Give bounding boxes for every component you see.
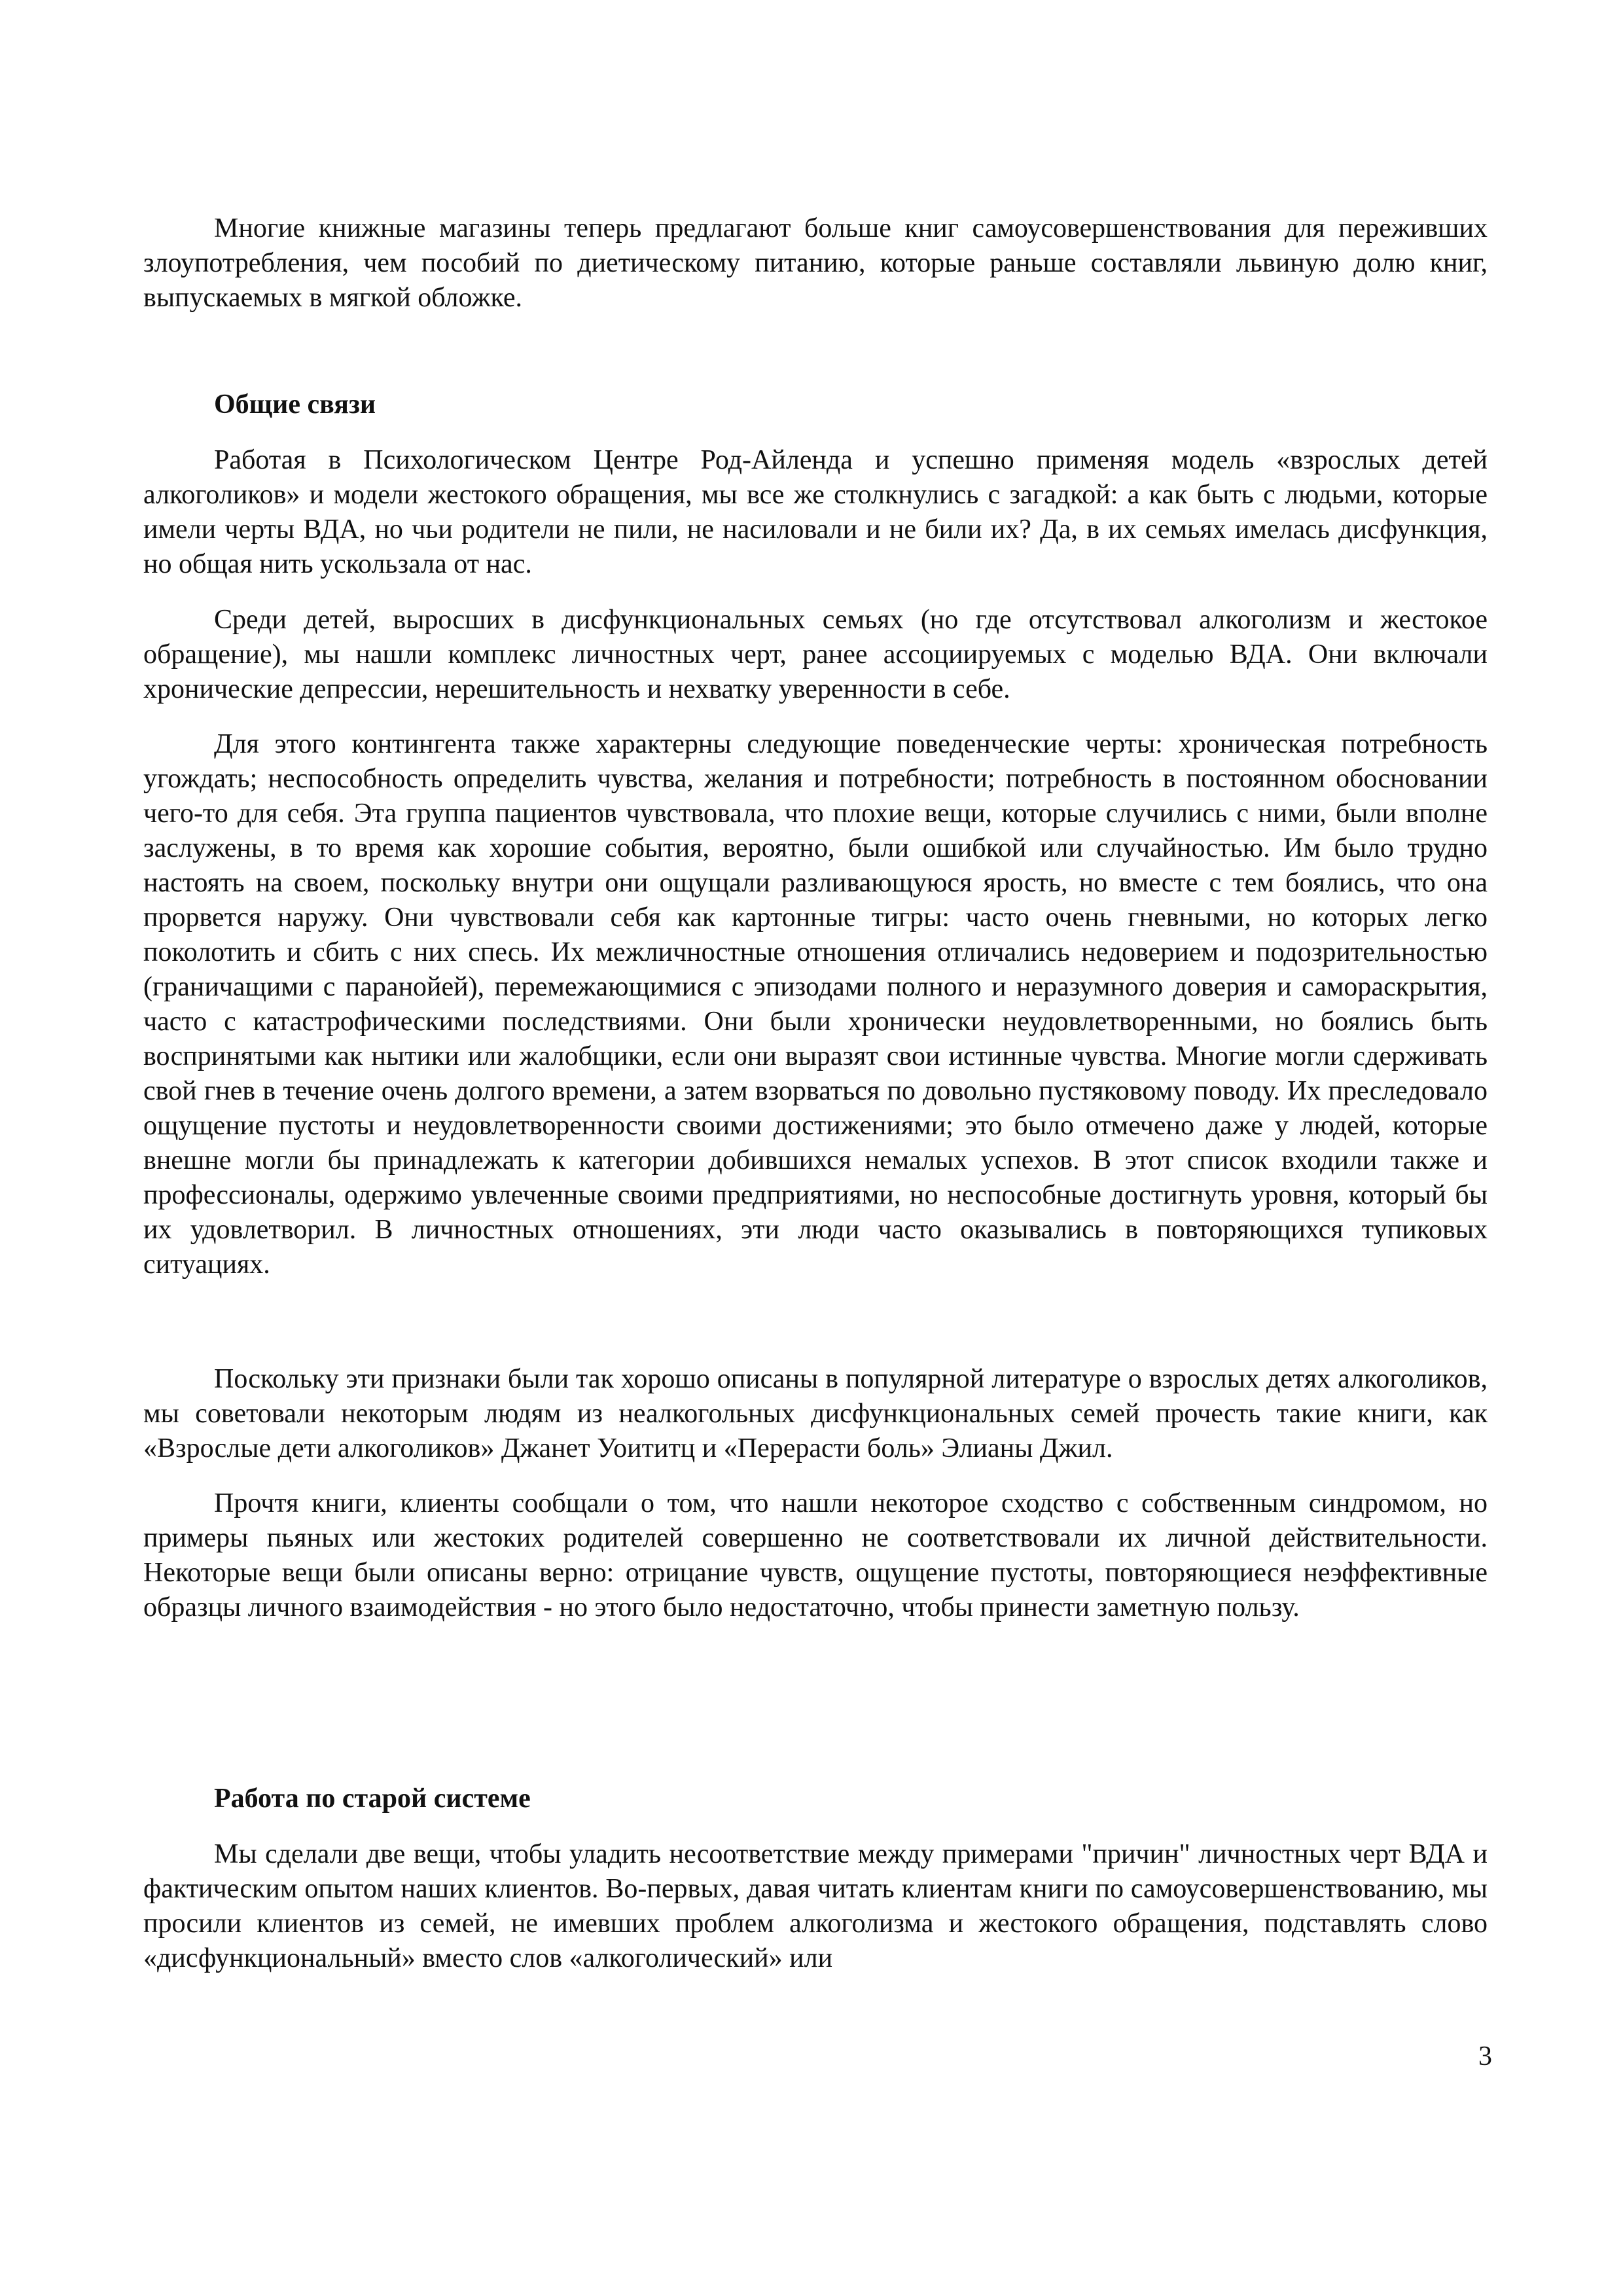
paragraph-rhode-island: Работая в Психологическом Центре Род-Айленда и успешно применяя модель «взрослых детей алкоголиков» и модели жестокого обращения, мы все же столкнулись с загадкой: а как быть с людьми, которые имели черты ВДА, но чьи родители не пили, не насиловали и не били их? Да, в их семьях имелась дисфункция, но общая нить ускользала от нас.	[143, 445, 1488, 579]
section-heading-common-links: Общие связи	[214, 389, 376, 420]
paragraph-behavioral-traits: Для этого контингента также характерны следующие поведенческие черты: хроническая потребность угождать; неспособность определить чувства, желания и потребности; потребность в постоянном обосновании чего-то для себя. Эта группа пациентов чувствовала, что плохие вещи, которые случились с ними, были вполне заслужены, в то время как хорошие события, вероятно, были ошибкой или случайностью. Им было трудно настоять на своем, поскольку внутри они ощущали разливающуюся ярость, но вместе с тем боялись, что она прорвется наружу. Они чувствовали себя как картонные тигры: часто очень гневными, но которых легко поколотить и сбить с них спесь. Их межличностные отношения отличались недоверием и подозрительностью (граничащими с паранойей), перемежающимися с эпизодами полного и неразумного доверия и самораскрытия, часто с катастрофическими последствиями. Они были хронически неудовлетворенными, но боялись быть воспринятыми как нытики или жалобщики, если они выразят свои истинные чувства. Многие могли сдерживать свой гнев в течение очень долгого времени, а затем взорваться по довольно пустяковому поводу. Их преследовало ощущение пустоты и неудовлетворенности своими достижениями; это было отмечено даже у людей, которые внешне могли бы принадлежать к категории добившихся немалых успехов. В этот список входили также и профессионалы, одержимо увлеченные своими предприятиями, но неспособные достигнуть уровня, который бы их удовлетворил. В личностных отношениях, эти люди часто оказывались в повторяющихся тупиковых ситуациях.	[143, 729, 1488, 1280]
paragraph-intro: Многие книжные магазины теперь предлагают больше книг самоусовершенствования для переживших злоупотребления, чем пособий по диетическому питанию, которые раньше составляли львиную долю книг, выпускаемых в мягкой обложке.	[143, 213, 1488, 313]
paragraph-literature-advice: Поскольку эти признаки были так хорошо описаны в популярной литературе о взрослых детях алкоголиков, мы советовали некоторым людям из неалкогольных дисфункциональных семей прочесть такие книги, как «Взрослые дети алкоголиков» Джанет Уоититц и «Перерасти боль» Элианы Джил.	[143, 1364, 1488, 1463]
page-number: 3	[1478, 2041, 1492, 2072]
paragraph-dysfunctional-families: Среди детей, выросших в дисфункциональных семьях (но где отсутствовал алкоголизм и жестокое обращение), мы нашли комплекс личностных черт, ранее ассоциируемых с моделью ВДА. Они включали хронические депрессии, нерешительность и нехватку уверенности в себе.	[143, 605, 1488, 704]
section-heading-old-system: Работа по старой системе	[214, 1784, 531, 1814]
paragraph-two-things: Мы сделали две вещи, чтобы уладить несоответствие между примерами "причин" личностных черт ВДА и фактическим опытом наших клиентов. Во-первых, давая читать клиентам книги по самоусовершенствованию, мы просили клиентов из семей, не имевших проблем алкоголизма и жестокого обращения, подставлять слово «дисфункциональный» вместо слов «алкоголический» или	[143, 1839, 1488, 1973]
paragraph-client-reports: Прочтя книги, клиенты сообщали о том, что нашли некоторое сходство с собственным синдромом, но примеры пьяных или жестоких родителей совершенно не соответствовали их личной действительности. Некоторые вещи были описаны верно: отрицание чувств, ощущение пустоты, повторяющиеся неэффективные образцы личного взаимодействия - но этого было недостаточно, чтобы принести заметную пользу.	[143, 1488, 1488, 1623]
